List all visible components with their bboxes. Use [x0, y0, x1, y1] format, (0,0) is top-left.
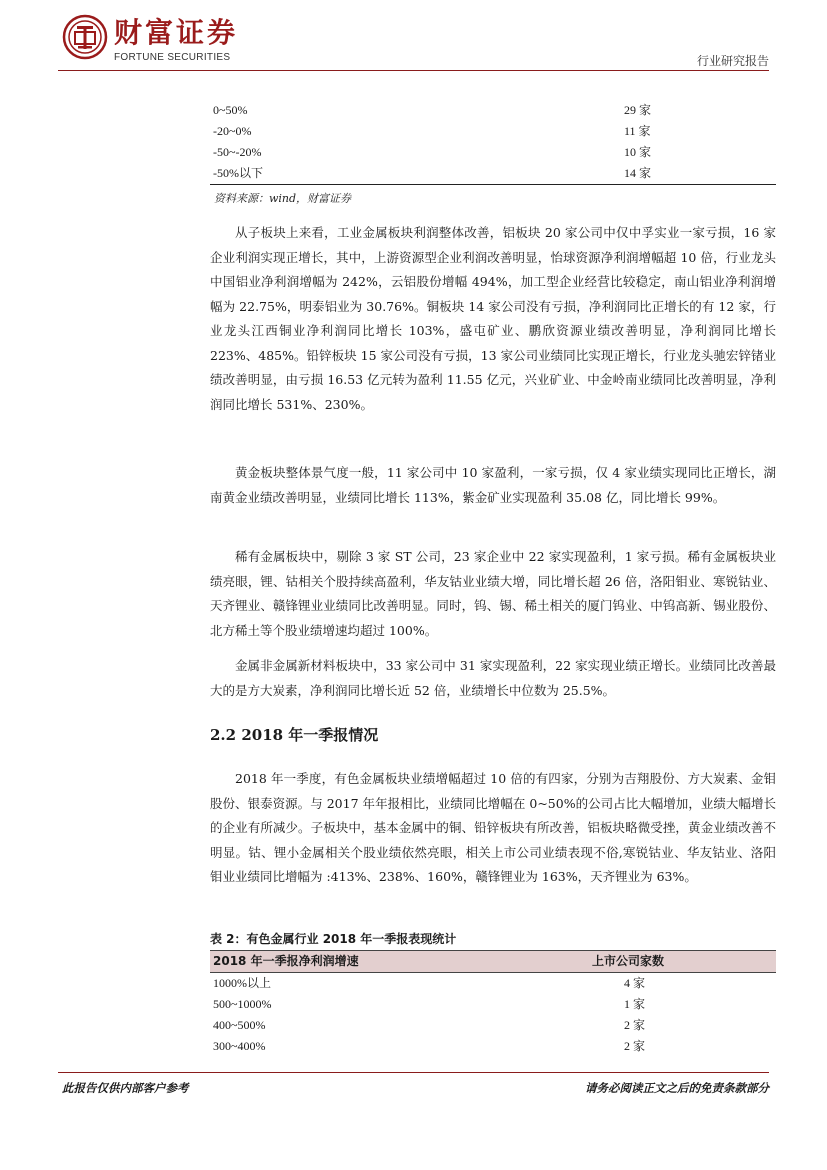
range-cell: -20~0%	[213, 124, 252, 138]
section-title: 2.2 2018 年一季报情况	[210, 726, 379, 744]
range-cell: 400~500%	[213, 1018, 266, 1032]
table-row	[210, 1036, 776, 1057]
count-cell: 1 家	[624, 997, 646, 1011]
count-cell: 29 家	[624, 103, 652, 117]
fortune-seal-icon	[62, 14, 108, 60]
range-cell: -50~-20%	[213, 145, 262, 159]
table-row	[210, 163, 776, 184]
footer-disclaimer-right: 请务必阅读正文之后的免责条款部分	[585, 1081, 769, 1095]
table-row	[210, 973, 776, 994]
count-cell: 2 家	[624, 1039, 646, 1053]
company-logo	[62, 14, 252, 68]
table-row	[210, 1015, 776, 1036]
logo-chinese-name: 财富证券	[114, 16, 239, 49]
header-cell-growth: 2018 年一季报净利润增速	[213, 954, 359, 968]
logo-english-name: FORTUNE SECURITIES	[114, 52, 231, 63]
table-row	[210, 994, 776, 1015]
range-cell: 1000%以上	[213, 976, 271, 990]
paragraph-gold: 黄金板块整体景气度一般，11 家公司中 10 家盈利，一家亏损，仅 4 家业绩实现同比正增长，湖南黄金业绩改善明显，业绩同比增长 113%，紫金矿业实现盈利 35.08 亿，同比增长 99%。	[210, 465, 776, 505]
paragraph-new-materials: 金属非金属新材料板块中，33 家公司中 31 家实现盈利，22 家实现业绩正增长。业绩同比改善最大的是方大炭素，净利润同比增长近 52 倍，业绩增长中位数为 25.5%。	[210, 658, 776, 698]
footer-divider	[58, 1072, 769, 1073]
paragraph-industrial-metals: 从子板块上来看，工业金属板块利润整体改善，铝板块 20 家公司中仅中孚实业一家亏损，16 家企业利润实现正增长，其中，上游资源型企业利润改善明显，怡球资源净利润增幅超 10 倍，行业龙头中国铝业净利润增幅为 242%，云铝股份增幅 494%，加工型企业经营比较稳定，南山铝业净利润增幅为 22.75%，明泰铝业为 30.76%。铜板块 14 家公司没有亏损，净利润同比正增长的有 12 家，行业龙头江西铜业净利润同比增长 103%，盛屯矿业、鹏欣资源业绩改善明显，净利润同比增长 223%、485%。铅锌板块 15 家公司没有亏损，13 家公司业绩同比实现正增长，行业龙头驰宏锌锗业绩改善明显，由亏损 16.53 亿元转为盈利 11.55 亿元，兴业矿业、中金岭南业绩同比改善明显，净利润同比增长 531%、230%。	[210, 225, 776, 412]
count-cell: 4 家	[624, 976, 646, 990]
table-row	[210, 142, 776, 163]
table-caption: 表 2：有色金属行业 2018 年一季报表现统计	[210, 932, 457, 946]
paragraph-q1-overview: 2018 年一季度，有色金属板块业绩增幅超过 10 倍的有四家，分别为吉翔股份、方大炭素、金钼股份、银泰资源。与 2017 年年报相比，业绩同比增幅在 0~50%的公司占比大幅增加，业绩大幅增长的企业有所减少。子板块中，基本金属中的铜、铅锌板块有所改善，铝板块略微受挫，黄金业绩改善不明显。钴、锂小金属相关个股业绩依然亮眼，相关上市公司业绩表现不俗,寒锐钴业、华友钴业、洛阳钼业业绩同比增幅为 :413%、238%、160%，赣锋锂业为 163%，天齐锂业为 63%。	[210, 771, 776, 884]
paragraph-rare-metals: 稀有金属板块中，剔除 3 家 ST 公司，23 家企业中 22 家实现盈利，1 家亏损。稀有金属板块业绩亮眼，锂、钴相关个股持续高盈利，华友钴业业绩大增，同比增长超 26 倍，洛阳钼业、寒锐钴业、天齐锂业、赣锋锂业业绩同比改善明显。同时，钨、锡、稀土相关的厦门钨业、中钨高新、锡业股份、北方稀土等个股业绩增速均超过 100%。	[210, 549, 776, 638]
range-cell: 0~50%	[213, 103, 248, 117]
count-cell: 11 家	[624, 124, 651, 138]
profit-growth-table-2017	[210, 100, 776, 185]
header-divider	[58, 70, 769, 71]
q1-profit-growth-table	[210, 950, 776, 1057]
count-cell: 10 家	[624, 145, 652, 159]
count-cell: 2 家	[624, 1018, 646, 1032]
range-cell: 300~400%	[213, 1039, 266, 1053]
table-row	[210, 100, 776, 121]
table-header-row	[210, 950, 776, 973]
footer-disclaimer-left: 此报告仅供内部客户参考	[62, 1081, 189, 1095]
header-cell-count: 上市公司家数	[592, 954, 665, 968]
report-type-label: 行业研究报告	[696, 54, 769, 68]
count-cell: 14 家	[624, 166, 652, 180]
range-cell: 500~1000%	[213, 997, 272, 1011]
table-row	[210, 121, 776, 142]
table-source-note: 资料来源：wind，财富证券	[214, 192, 352, 205]
range-cell: -50%以下	[213, 166, 263, 180]
